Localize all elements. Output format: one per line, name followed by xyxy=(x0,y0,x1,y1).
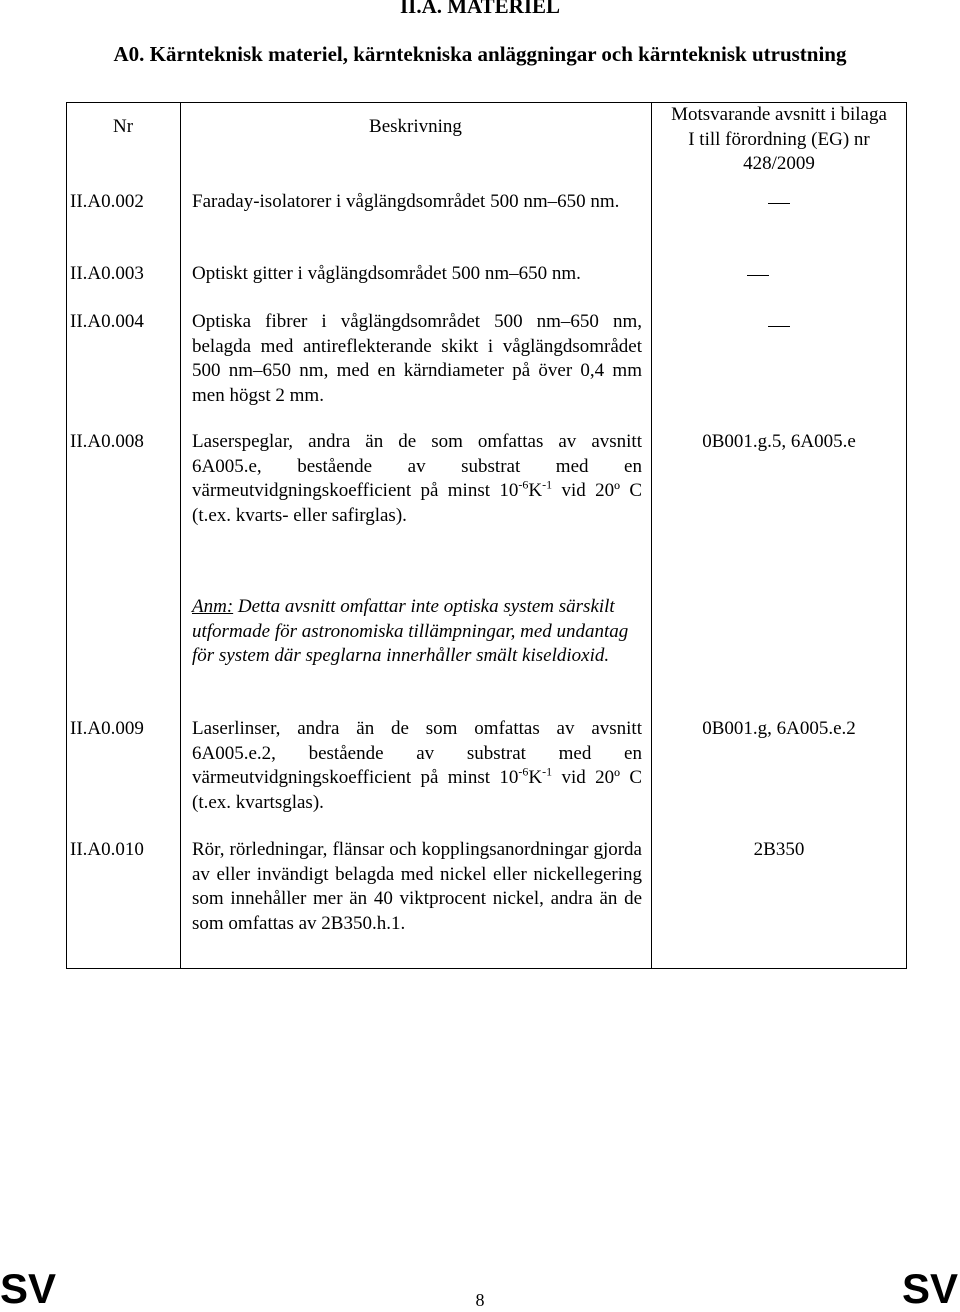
description-text: vid 20º C (t.ex. kvartsglas). xyxy=(192,767,642,813)
row-nr: II.A0.002 xyxy=(70,191,144,212)
row-reference: 0B001.g.5, 6A005.e xyxy=(702,431,856,452)
row-reference-dash xyxy=(747,275,769,276)
row-description: Rör, rörledningar, flänsar och kopplingsanordningar gjorda av eller invändigt belagda med nickel eller nickellegering som innehåller mer än 40 viktprocent nickel, andra än de som omfattas av 2B350.h.1. xyxy=(192,839,642,934)
row-nr: II.A0.003 xyxy=(70,263,144,284)
unit: K xyxy=(528,767,543,788)
note-label: Anm: xyxy=(192,596,234,617)
column-header-reference: Motsvarande avsnitt i bilaga I till förordning (EG) nr 428/2009 xyxy=(671,104,887,174)
note xyxy=(192,595,642,669)
footer-language-left: SV xyxy=(0,1265,57,1312)
exponent: -1 xyxy=(542,477,553,492)
column-header-description: Beskrivning xyxy=(369,116,462,137)
section-title: A0. Kärnteknisk materiel, kärntekniska anläggningar och kärnteknisk utrustning xyxy=(113,42,847,66)
description-text: vid 20º C (t.ex. kvarts- eller safirglas). xyxy=(192,480,642,526)
row-description xyxy=(192,430,642,528)
description-text: Laserlinser, andra än de som omfattas av avsnitt 6A005.e.2, bestående av substrat med en värmeutvidgningskoefficient på minst 10 xyxy=(192,718,642,788)
row-reference-dash xyxy=(768,326,790,327)
exponent: -6 xyxy=(518,477,529,492)
row-description: Faraday-isolatorer i våglängdsområdet 500 nm–650 nm. xyxy=(192,191,620,212)
row-description: Optiska fibrer i våglängdsområdet 500 nm–650 nm, belagda med antireflekterande skikt i våglängdsområdet 500 nm–650 nm, med en kärndiameter på över 0,4 mm men högst 2 mm. xyxy=(192,311,642,406)
page-number: 8 xyxy=(475,1290,485,1310)
footer-language-right: SV xyxy=(901,1265,958,1312)
exponent: -6 xyxy=(518,764,529,779)
row-description: Optiskt gitter i våglängdsområdet 500 nm–650 nm. xyxy=(192,263,581,284)
page-title: II.A. MATERIEL xyxy=(399,0,561,18)
row-nr: II.A0.004 xyxy=(70,311,144,332)
row-nr: II.A0.009 xyxy=(70,718,144,739)
row-nr: II.A0.010 xyxy=(70,839,144,860)
unit: K xyxy=(528,480,543,501)
note-text: Detta avsnitt omfattar inte optiska system särskilt utformade för astronomiska tillämpningar, med undantag för system där speglarna innerhåller smält kiseldioxid. xyxy=(192,596,629,666)
row-reference-dash xyxy=(768,203,790,204)
row-reference: 0B001.g, 6A005.e.2 xyxy=(702,718,856,739)
row-reference: 2B350 xyxy=(753,839,805,860)
column-header-nr: Nr xyxy=(112,116,134,137)
column-divider-nr xyxy=(180,102,181,969)
row-description xyxy=(192,717,642,815)
description-text: Laserspeglar, andra än de som omfattas av avsnitt 6A005.e, bestående av substrat med en värmeutvidgningskoefficient på minst 10 xyxy=(192,431,642,501)
row-nr: II.A0.008 xyxy=(70,431,144,452)
exponent: -1 xyxy=(542,764,553,779)
